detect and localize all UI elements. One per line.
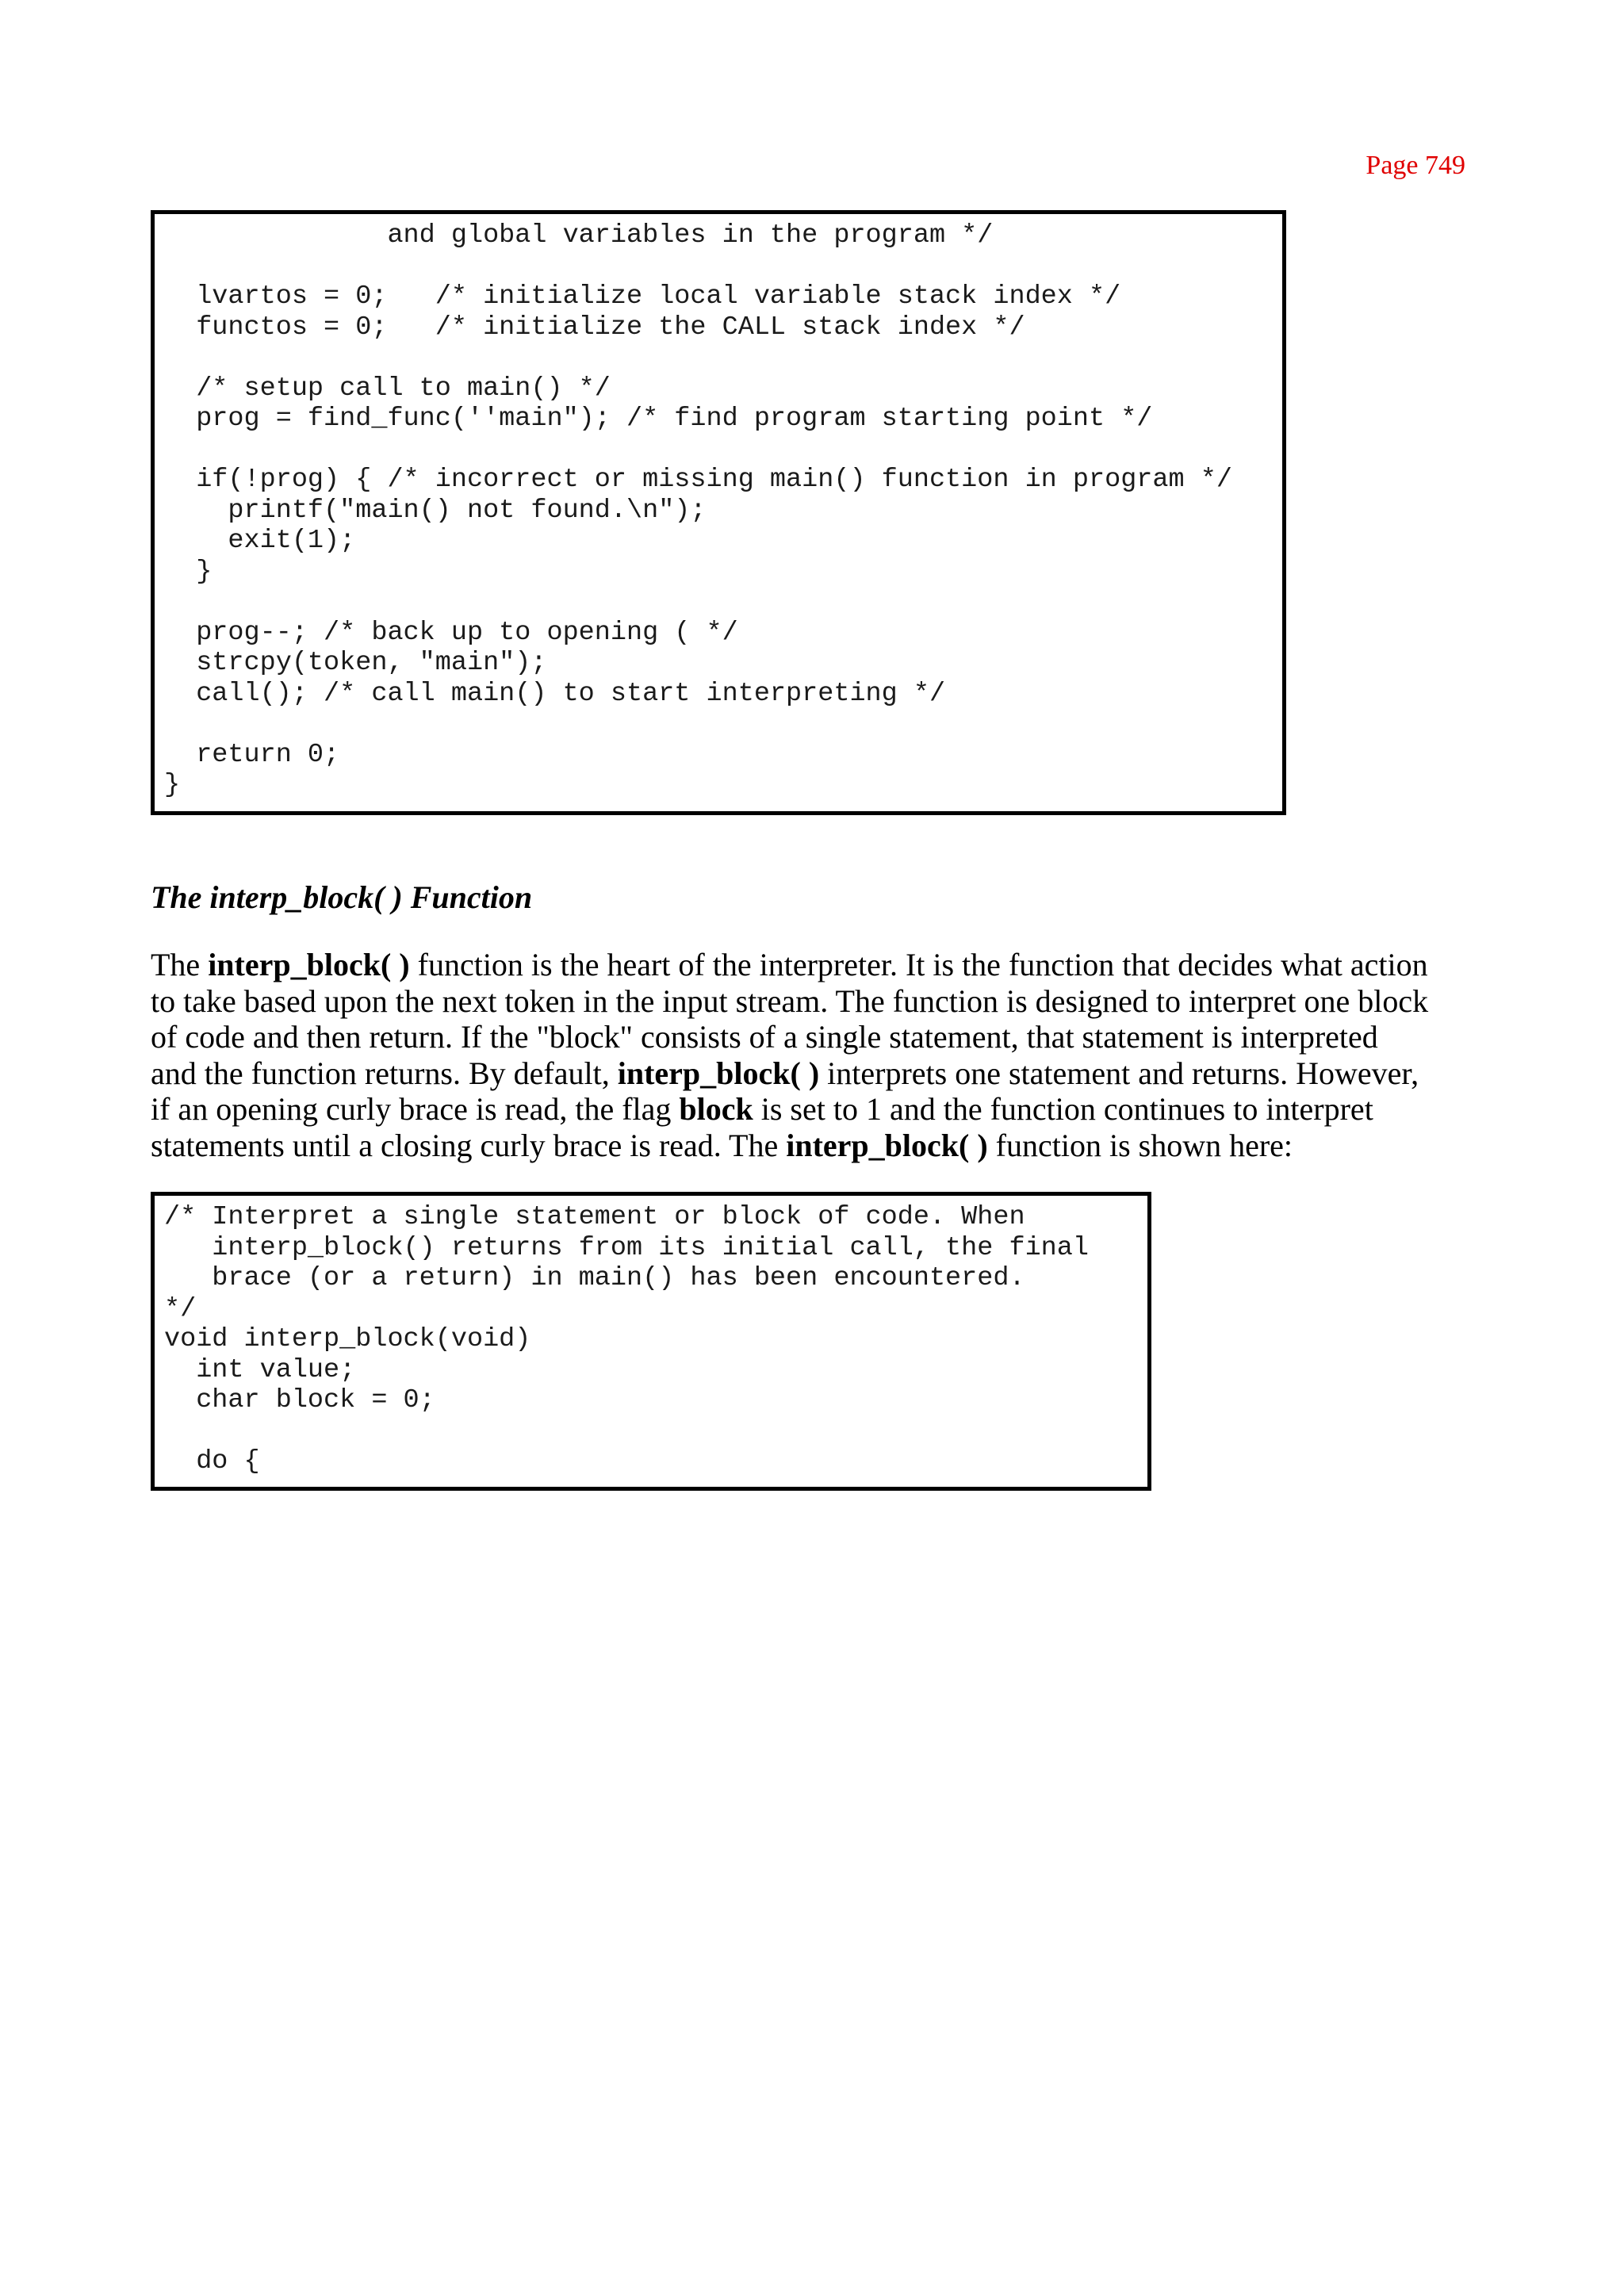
page-number: Page 749 [1365, 151, 1465, 180]
paragraph-text: The [151, 947, 209, 982]
code-line: return 0; [164, 739, 340, 770]
paragraph-text: function is shown here: [987, 1127, 1293, 1163]
code-line: } [164, 770, 181, 800]
code-line: prog--; /* back up to opening ( */ [164, 617, 738, 648]
paragraph-text: if an opening curly brace is read, the flag [151, 1091, 680, 1127]
code-term: block [679, 1091, 753, 1127]
paragraph-line [151, 947, 1483, 983]
paragraph-text: and the function returns. By default, [151, 1055, 618, 1091]
code-line: int value; [164, 1354, 356, 1385]
code-line: prog = find_func(''main"); /* find program starting point */ [164, 404, 1153, 434]
code-line: interp_block() returns from its initial call, the final [164, 1232, 1089, 1263]
paragraph-text: to take based upon the next token in the input stream. The function is designed to interpret one block [151, 982, 1429, 1019]
code-line: call(); /* call main() to start interpreting */ [164, 678, 946, 709]
paragraph-line [151, 1055, 1483, 1092]
code-term: interp_block( ) [617, 1055, 820, 1091]
code-term: interp_block( ) [208, 947, 410, 982]
code-line: lvartos = 0; /* initialize local variable stack index */ [164, 281, 1121, 312]
paragraph-line [151, 983, 1483, 1020]
paragraph-text: interprets one statement and returns. However, [819, 1055, 1419, 1091]
code-term: interp_block( ) [786, 1127, 988, 1163]
paragraph-line [151, 1091, 1483, 1128]
code-line: brace (or a return) in main() has been encountered. [164, 1263, 1025, 1293]
paragraph-line [151, 1019, 1483, 1055]
code-line: functos = 0; /* initialize the CALL stack index */ [164, 312, 1025, 343]
code-line: void interp_block(void) [164, 1324, 531, 1354]
section-heading: The interp_block( ) Function [151, 879, 533, 915]
code-line: exit(1); [164, 526, 356, 556]
code-listing-main-end [151, 210, 1286, 815]
code-line: do { [164, 1446, 260, 1476]
code-line: char block = 0; [164, 1385, 435, 1415]
paragraph-line [151, 1128, 1483, 1164]
paragraph-text: statements until a closing curly brace is read. The [151, 1127, 787, 1163]
code-line: /* Interpret a single statement or block of code. When [164, 1202, 1025, 1232]
code-listing-interp-block [151, 1192, 1151, 1491]
code-line: printf("main() not found.\n"); [164, 495, 707, 526]
code-line: } [164, 556, 213, 587]
code-line: /* setup call to main() */ [164, 373, 611, 404]
paragraph-text: is set to 1 and the function continues to interpret [753, 1091, 1373, 1127]
code-line: and global variables in the program */ [164, 220, 994, 251]
body-paragraph [151, 947, 1483, 1163]
paragraph-text: function is the heart of the interpreter. It is the function that decides what action [409, 947, 1428, 982]
code-line: if(!prog) { /* incorrect or missing main() function in program */ [164, 465, 1232, 495]
paragraph-text: of code and then return. If the "block" consists of a single statement, that statement is interpreted [151, 1019, 1378, 1055]
code-line: strcpy(token, "main"); [164, 648, 547, 678]
code-line: */ [164, 1293, 197, 1324]
